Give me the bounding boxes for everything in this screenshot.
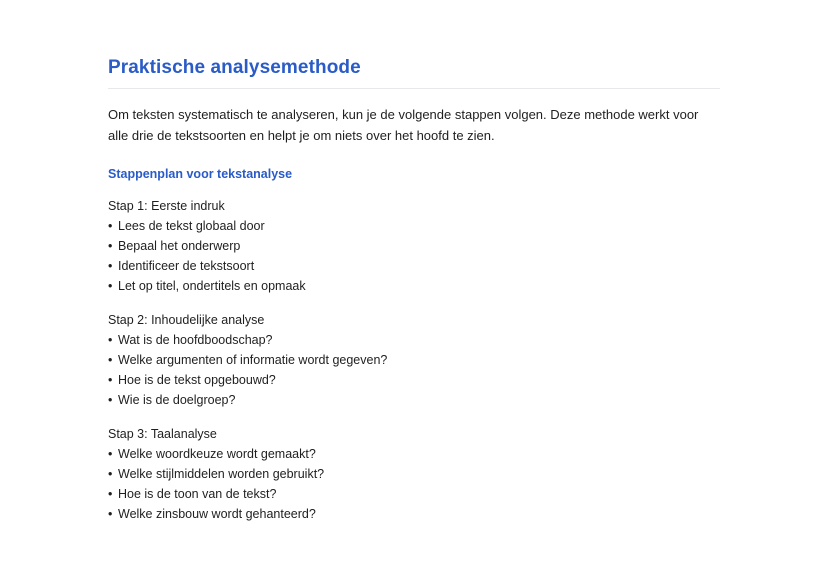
step-2 [108,310,720,410]
step-title: Stap 2: Inhoudelijke analyse [108,313,265,327]
list-item-text: Welke stijlmiddelen worden gebruikt? [118,467,325,481]
step-title: Stap 1: Eerste indruk [108,199,225,213]
list-item [108,216,720,236]
bullet: • [108,373,113,387]
list-item [108,256,720,276]
list-item-text: Wat is de hoofdboodschap? [118,333,273,347]
list-item [108,390,720,410]
bullet: • [108,487,113,501]
step-1 [108,196,720,296]
list-item-text: Welke argumenten of informatie wordt gegeven? [118,353,388,367]
list-item-text: Hoe is de toon van de tekst? [118,487,277,501]
list-item [108,276,720,296]
bullet: • [108,447,113,461]
bullet: • [108,507,113,521]
bullet: • [108,239,113,253]
step-list [108,216,720,296]
list-item [108,236,720,256]
list-item-text: Identificeer de tekstsoort [118,259,255,273]
bullet: • [108,259,113,273]
step-3 [108,424,720,524]
intro-paragraph: Om teksten systematisch te analyseren, kun je de volgende stappen volgen. Deze methode werkt voor alle drie de tekstsoorten en helpt je om niets over het hoofd te zien. [108,107,699,143]
list-item-text: Bepaal het onderwerp [118,239,241,253]
list-item [108,330,720,350]
section-heading: Stappenplan voor tekstanalyse [108,167,293,181]
list-item-text: Let op titel, ondertitels en opmaak [118,279,306,293]
document-content [108,57,720,524]
list-item [108,464,720,484]
bullet: • [108,219,113,233]
list-item-text: Welke zinsbouw wordt gehanteerd? [118,507,316,521]
list-item [108,370,720,390]
list-item-text: Welke woordkeuze wordt gemaakt? [118,447,316,461]
bullet: • [108,393,113,407]
list-item [108,504,720,524]
list-item-text: Hoe is de tekst opgebouwd? [118,373,276,387]
bullet: • [108,353,113,367]
bullet: • [108,467,113,481]
list-item [108,350,720,370]
bullet: • [108,279,113,293]
page-title: Praktische analysemethode [108,57,720,89]
list-item [108,484,720,504]
bullet: • [108,333,113,347]
list-item-text: Wie is de doelgroep? [118,393,236,407]
list-item [108,444,720,464]
step-list [108,330,720,410]
step-list [108,444,720,524]
step-title: Stap 3: Taalanalyse [108,427,217,441]
list-item-text: Lees de tekst globaal door [118,219,265,233]
